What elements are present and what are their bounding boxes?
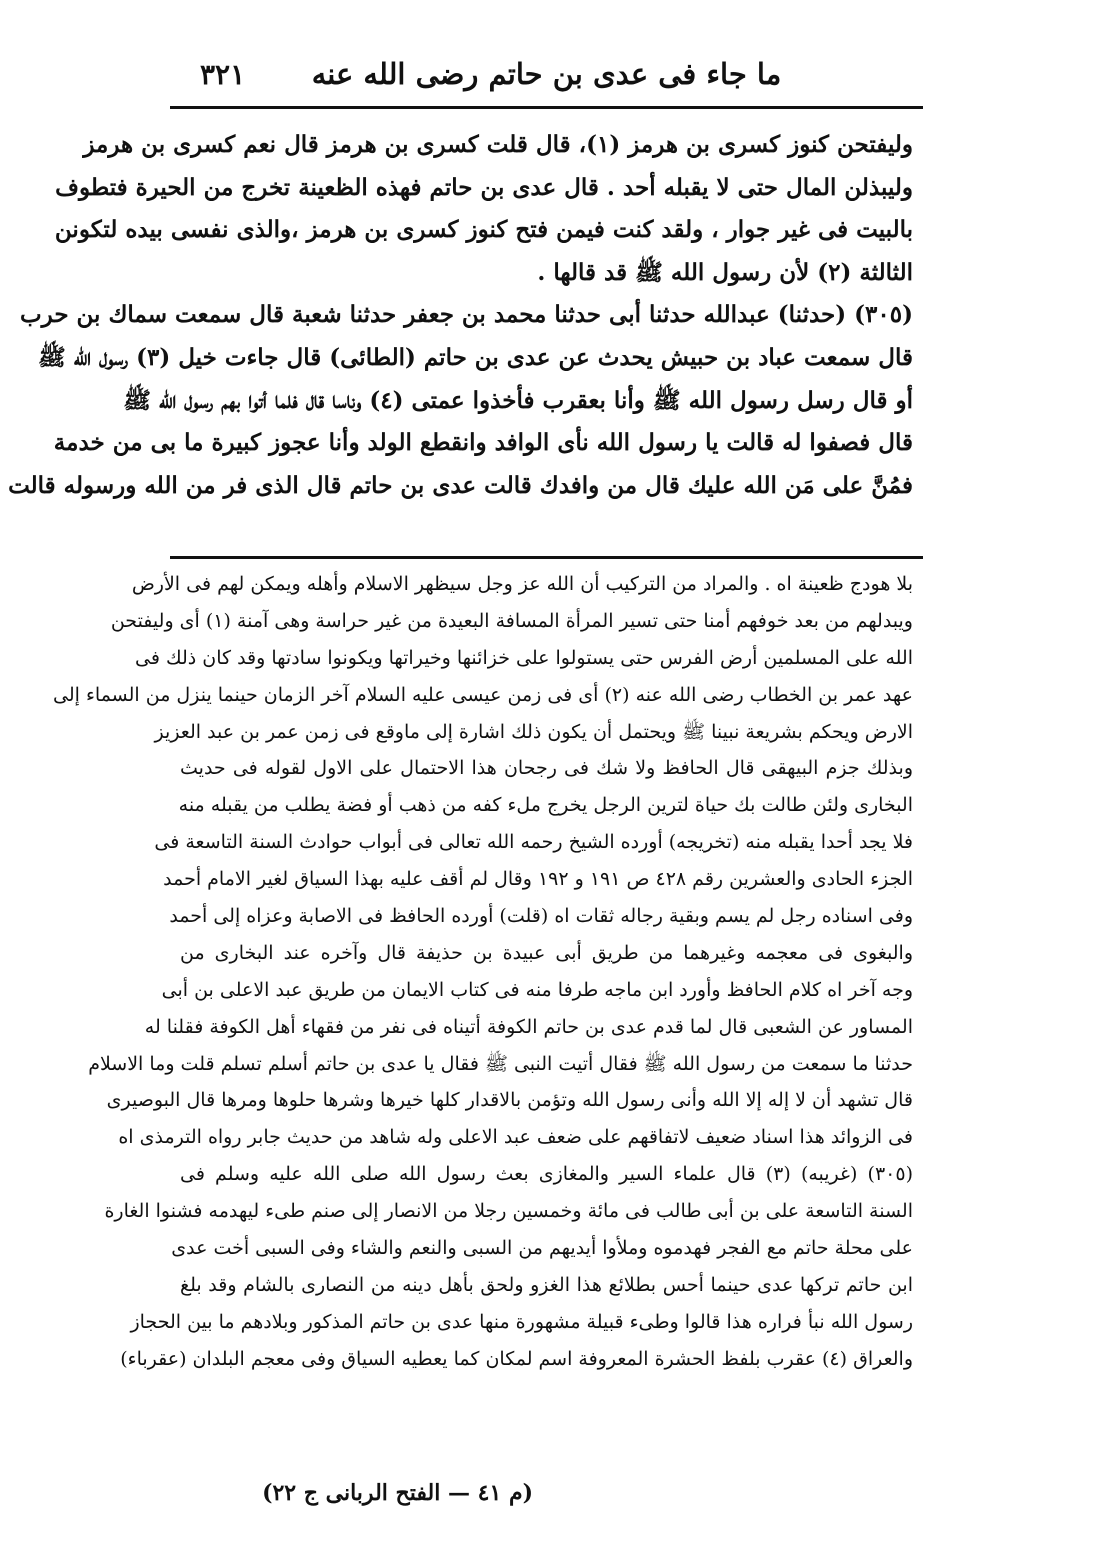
text-line: وليبذلن المال حتى لا يقبله أحد . قال عدى بن حاتم فهذه الظعينة تخرج من الحيرة فتطوف xyxy=(55,173,913,201)
footnote-line: الجزء الحادى والعشرين رقم ٤٢٨ ص ١٩١ و ١٩٢ وقال لم أقف عليه بهذا السياق لغير الامام أحمد xyxy=(163,868,913,891)
text-line: أو قال رسل رسول الله ﷺ وأنا بعقرب فأخذوا عمتى (٤) وناسا قال فلما أتوا بهم رسول الله ﷺ xyxy=(123,386,913,414)
text-line: الثالثة (٢) لأن رسول الله ﷺ قد قالها . xyxy=(537,258,913,286)
footnote-line: وبذلك جزم البيهقى قال الحافظ ولا شك فى رجحان هذا الاحتمال على الاول لقوله فى حديث xyxy=(180,757,913,780)
footnote-line: الله على المسلمين أرض الفرس حتى يستولوا على خزائنها وخيراتها ويكونوا سادتها وقد كان ذلك فى xyxy=(135,646,913,669)
footnote-line: الارض ويحكم بشريعة نبينا ﷺ ويحتمل أن يكون ذلك اشارة إلى ماوقع فى زمن عمر بن عبد العزيز xyxy=(154,720,913,743)
running-title: ما جاء فى عدى بن حاتم رضى الله عنه xyxy=(311,57,782,91)
footnote-line: والعراق (٤) عقرب بلفظ الحشرة المعروفة اسم لمكان كما يعطيه السياق وفى معجم البلدان (عقرباء) xyxy=(120,1347,913,1370)
footnote-line: السنة التاسعة على بن أبى طالب فى مائة وخمسين رجلا من الانصار إلى صنم طىء ليهدمه فشنوا الغارة xyxy=(104,1200,913,1223)
printer-signature: (م ٤١ — الفتح الربانى ج ٢٢) xyxy=(262,1480,533,1506)
footnote-line: رسول الله نبأ فراره هذا قالوا وطىء قبيلة مشهورة منها عدى بن حاتم المذكور وبلادهم ما بين الحجاز xyxy=(130,1310,913,1333)
footnote-line: وفى اسناده رجل لم يسم وبقية رجاله ثقات اه (قلت) أورده الحافظ فى الاصابة وعزاه إلى أحمد xyxy=(169,905,913,928)
footnote-line: البخارى ولئن طالت بك حياة لترين الرجل يخرج ملء كفه من ذهب أو فضة يطلب من يقبله منه xyxy=(178,794,913,817)
footnote-line: فلا يجد أحدا يقبله منه (تخريجه) أورده الشيخ رحمه الله تعالى فى أبواب حوادث السنة التاسعة فى xyxy=(154,831,913,854)
footnote-line: على محلة حاتم مع الفجر فهدموه وملأوا أيديهم من السبى والنعم والشاء وفى السبى أخت عدى xyxy=(171,1237,913,1260)
footnote-line: عهد عمر بن الخطاب رضى الله عنه (٢) أى فى زمن عيسى عليه السلام آخر الزمان حينما ينزل من السماء إلى xyxy=(53,683,913,706)
footnote-line: حدثنا ما سمعت من رسول الله ﷺ فقال أتيت النبى ﷺ فقال يا عدى بن حاتم أسلم تسلم قلت وما الاسلام xyxy=(88,1052,913,1075)
footnote-line: بلا هودج ظعينة اه . والمراد من التركيب أن الله عز وجل سيظهر الاسلام وأهله ويمكن لهم فى الأرض xyxy=(131,573,913,595)
footnote-line: ويبدلهم من بعد خوفهم أمنا حتى تسير المرأة المسافة البعيدة من غير حراسة وهى آمنة (١) أى وليفتحن xyxy=(110,609,913,632)
header-rule xyxy=(170,106,923,109)
footnote-line: فى الزوائد هذا اسناد ضعيف لاتفاقهم على ضعف عبد الاعلى وله شاهد من حديث جابر رواه الترمذى اه xyxy=(118,1126,913,1149)
main-text xyxy=(8,124,913,507)
page-header xyxy=(180,52,913,96)
text-line: فمُنَّ على مَن الله عليك قال من وافدك قالت عدى بن حاتم قال الذى فر من الله ورسوله قالت xyxy=(8,471,913,499)
page-number: ٣٢١ xyxy=(200,58,246,91)
text-line: بالبيت فى غير جوار ، ولقد كنت فيمن فتح كنوز كسرى بن هرمز ،والذى نفسى بيده لتكونن xyxy=(54,216,913,244)
footnote-line: (٣٠٥) (غريبه) (٣) قال علماء السير والمغازى بعث رسول الله صلى الله عليه وسلم فى xyxy=(180,1163,913,1186)
footnote-separator xyxy=(170,556,923,559)
footnote-line: والبغوى فى معجمه وغيرهما من طريق أبى عبيدة بن حذيفة قال وآخره عند البخارى من xyxy=(180,941,914,964)
footnotes xyxy=(53,566,914,1378)
footnote-line: ابن حاتم تركها عدى حينما أحس بطلائع هذا الغزو ولحق بأهل دينه من النصارى بالشام وقد بلغ xyxy=(180,1273,913,1296)
text-line: قال سمعت عباد بن حبيش يحدث عن عدى بن حاتم (الطائى) قال جاءت خيل (٣) رسول الله ﷺ xyxy=(38,343,913,371)
footnote-line: قال تشهد أن لا إله إلا الله وأنى رسول الله وتؤمن بالاقدار كلها خيرها وشرها حلوها ومرها قال البوصيرى xyxy=(106,1089,913,1112)
text-line: وليفتحن كنوز كسرى بن هرمز (١)، قال قلت كسرى بن هرمز قال نعم كسرى بن هرمز xyxy=(83,131,913,158)
footnote-line: المساور عن الشعبى قال لما قدم عدى بن حاتم الكوفة أتيناه فى نفر من فقهاء أهل الكوفة فقلنا له xyxy=(144,1015,913,1038)
text-line: قال فصفوا له قالت يا رسول الله نأى الوافد وانقطع الولد وأنا عجوز كبيرة ما بى من خدمة xyxy=(53,429,913,457)
footnote-line: وجه آخر اه كلام الحافظ وأورد ابن ماجه طرفا منه فى كتاب الايمان من طريق عبد الاعلى بن أبى xyxy=(161,978,913,1001)
text-line: (٣٠٥) (حدثنا) عبدالله حدثنا أبى حدثنا محمد بن جعفر حدثنا شعبة قال سمعت سماك بن حرب xyxy=(19,301,913,329)
